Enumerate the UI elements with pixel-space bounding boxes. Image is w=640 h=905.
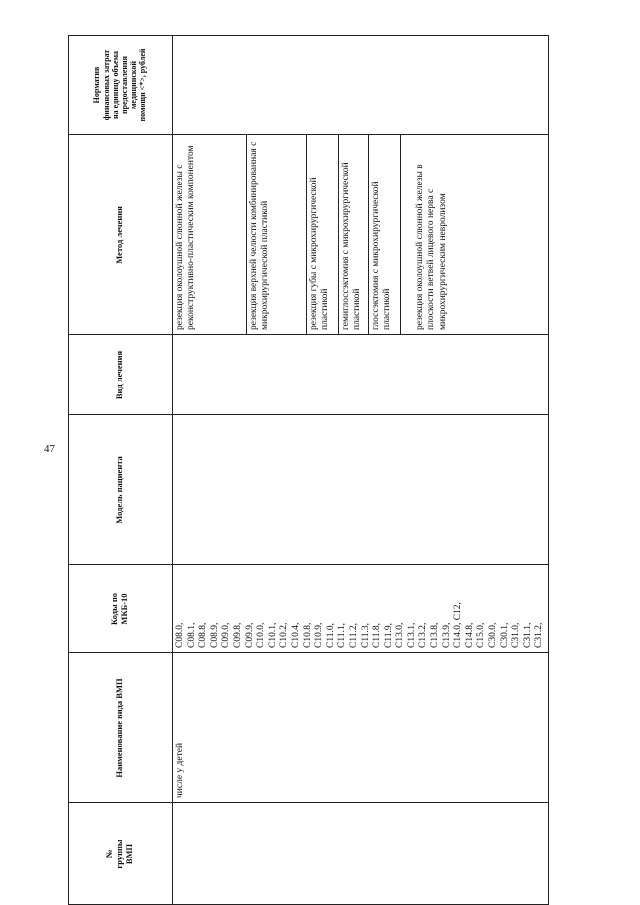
code-item: C11.1, [337,623,348,648]
mkb-codes-cell [172,565,548,653]
code-item: C09.9, [244,622,255,648]
code-item: C09.8, [232,622,243,648]
method-cell-3: резекция губы с микрохирургической пластикой [309,177,331,330]
code-item: C30.1, [499,622,510,648]
code-item: C13.0, [395,622,406,648]
code-item: C31.1, [522,622,533,648]
code-item: C08.1, [186,622,197,648]
code-item: C10.1, [267,622,278,648]
header-patient-model: Модель пациента [114,456,125,524]
code-item: C08.8, [198,622,209,648]
code-item: C11.9, [383,623,394,648]
page-number: 47 [44,443,55,455]
table-border-bottom [548,35,549,905]
code-item: C11.8, [372,623,383,648]
code-item: C10.9, [314,622,325,648]
method-cell-1: резекция околоушной слюнной железы с реконструктивно-пластическим компонентом [175,145,197,330]
code-item: C31.2, [534,622,545,648]
code-item: C10.4, [290,622,301,648]
code-item: C13.1, [406,622,417,648]
header-treatment-method: Метод лечения [114,206,125,264]
header-group-no: № группы ВМП [104,839,134,869]
code-item: C11.0, [325,623,336,648]
vmp-name-cell: числе у детей [175,742,185,798]
header-treatment-type: Вид лечения [114,350,125,400]
code-item: C31.0, [511,622,522,648]
code-item: C13.2, [418,622,429,648]
code-item: C10.8, [302,622,313,648]
code-item: C13.8, [430,622,441,648]
code-item: C09.0, [221,622,232,648]
method-cell-6: резекция околоушной слюнной железы в плоскости ветвей лицевого нерва с микрохирургическим невролизом [415,164,448,330]
header-vmp-name: Наименование вида ВМП [114,678,125,778]
code-item: C11.2, [348,623,359,648]
code-item: C14.0, C12, [453,602,464,648]
header-cost-standard: Норматив финансовых затрат на единицу объема предоставления медицинской помощи <*>, рублей [92,48,148,122]
method-cell-5: глоссэктомия с микрохирургической пластикой [371,181,393,330]
code-item: C13.9, [441,622,452,648]
code-item: C15.0, [476,622,487,648]
code-item: C10.0, [256,622,267,648]
method-cell-4: гемиглоссэктомия с микрохирургической пластикой [341,162,363,330]
code-item: C08.0, [175,622,185,648]
header-mkb-codes: Коды по МКБ-10 [109,593,129,625]
vmp-table [68,35,548,905]
code-item: C08.9, [209,622,220,648]
code-item: C11.3, [360,623,371,648]
code-item: C10.2, [279,622,290,648]
method-cell-2: резекция верхней челюсти комбинированная с микрохирургической пластикой [249,141,271,330]
code-item: C30.0, [488,622,499,648]
method-separator-5 [400,135,401,335]
code-item: C14.8, [464,622,475,648]
